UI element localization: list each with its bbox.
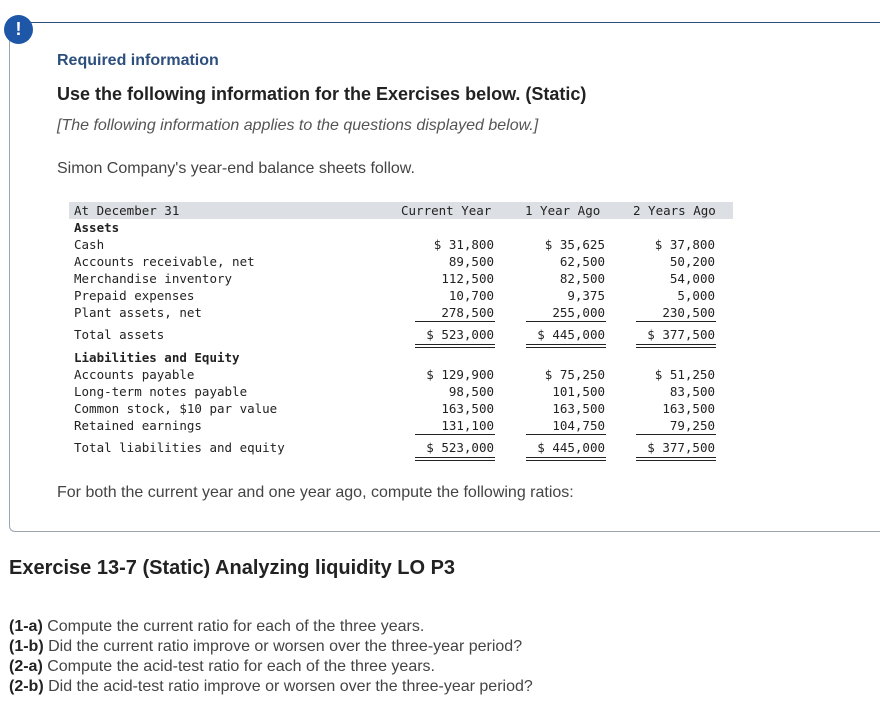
row-value: 89,500 [448, 254, 494, 269]
total-double-rule [526, 457, 606, 461]
row-value: 278,500 [441, 305, 494, 320]
row-value: $ 51,250 [654, 367, 715, 382]
table-header-row [69, 202, 733, 219]
ratios-instruction: For both the current year and one year ago, compute the following ratios: [57, 484, 574, 501]
question-item [9, 637, 533, 657]
total-double-rule [636, 457, 716, 461]
row-value: 163,500 [552, 401, 605, 416]
header-label: At December 31 [74, 203, 180, 218]
row-value: 163,500 [441, 401, 494, 416]
total-assets-label: Total assets [74, 327, 165, 342]
row-label: Long-term notes payable [74, 384, 248, 399]
row-label: Merchandise inventory [74, 271, 233, 286]
question-item [9, 617, 533, 637]
question-label: (1-b) [9, 638, 44, 655]
row-value: 54,000 [669, 271, 715, 286]
intro-text: Simon Company's year-end balance sheets follow. [57, 160, 415, 177]
subtotal-rule [526, 321, 606, 322]
row-value: 83,500 [669, 384, 715, 399]
total-liabilities-value: $ 445,000 [537, 440, 605, 455]
row-value: 10,700 [448, 288, 494, 303]
question-text: Did the current ratio improve or worsen over the three-year period? [43, 638, 523, 655]
row-value: 98,500 [448, 384, 494, 399]
row-label: Prepaid expenses [74, 288, 195, 303]
row-label: Retained earnings [74, 418, 202, 433]
total-assets-value: $ 445,000 [537, 327, 605, 342]
row-value: $ 37,800 [654, 237, 715, 252]
header-current-year: Current Year [401, 203, 492, 218]
subtotal-rule [415, 434, 495, 435]
row-value: 104,750 [552, 418, 605, 433]
question-list [9, 617, 533, 697]
row-value: $ 75,250 [544, 367, 605, 382]
question-label: (2-a) [9, 658, 43, 675]
total-assets-value: $ 377,500 [647, 327, 715, 342]
row-label: Plant assets, net [74, 305, 202, 320]
total-assets-value: $ 523,000 [426, 327, 494, 342]
row-value: 82,500 [559, 271, 605, 286]
row-value: 230,500 [662, 305, 715, 320]
alert-icon: ! [4, 15, 33, 44]
subtotal-rule [636, 434, 716, 435]
row-label: Common stock, $10 par value [74, 401, 278, 416]
row-value: $ 31,800 [433, 237, 494, 252]
row-label: Cash [74, 237, 105, 252]
row-value: 62,500 [559, 254, 605, 269]
liabilities-heading: Liabilities and Equity [74, 350, 240, 365]
row-label: Accounts payable [74, 367, 195, 382]
row-value: $ 129,900 [426, 367, 494, 382]
section-heading: Use the following information for the Exercises below. (Static) [57, 84, 587, 104]
exercise-title: Exercise 13-7 (Static) Analyzing liquidity LO P3 [9, 557, 456, 579]
total-double-rule [636, 344, 716, 348]
question-text: Compute the acid-test ratio for each of the three years. [42, 658, 435, 675]
question-text: Did the acid-test ratio improve or worsen over the three-year period? [43, 678, 533, 695]
total-liabilities-value: $ 523,000 [426, 440, 494, 455]
row-value: 5,000 [677, 288, 715, 303]
question-text: Compute the current ratio for each of the three years. [42, 618, 425, 635]
subtotal-rule [415, 321, 495, 322]
header-1-year-ago: 1 Year Ago [525, 203, 601, 218]
question-item [9, 677, 533, 697]
total-double-rule [415, 457, 495, 461]
header-2-years-ago: 2 Years Ago [633, 203, 716, 218]
required-info-title: Required information [57, 52, 219, 69]
total-liabilities-value: $ 377,500 [647, 440, 715, 455]
subtotal-rule [636, 321, 716, 322]
question-label: (1-a) [9, 618, 43, 635]
row-value: $ 35,625 [544, 237, 605, 252]
total-double-rule [415, 344, 495, 348]
row-value: 255,000 [552, 305, 605, 320]
row-value: 131,100 [441, 418, 494, 433]
row-value: 101,500 [552, 384, 605, 399]
total-liabilities-label: Total liabilities and equity [74, 440, 285, 455]
question-item [9, 657, 533, 677]
row-value: 9,375 [567, 288, 605, 303]
row-value: 50,200 [669, 254, 715, 269]
assets-heading: Assets [74, 220, 120, 235]
subtotal-rule [526, 434, 606, 435]
applies-note: [The following information applies to the questions displayed below.] [57, 117, 539, 134]
row-value: 79,250 [669, 418, 715, 433]
question-label: (2-b) [9, 678, 44, 695]
row-value: 112,500 [441, 271, 494, 286]
row-label: Accounts receivable, net [74, 254, 255, 269]
row-value: 163,500 [662, 401, 715, 416]
total-double-rule [526, 344, 606, 348]
